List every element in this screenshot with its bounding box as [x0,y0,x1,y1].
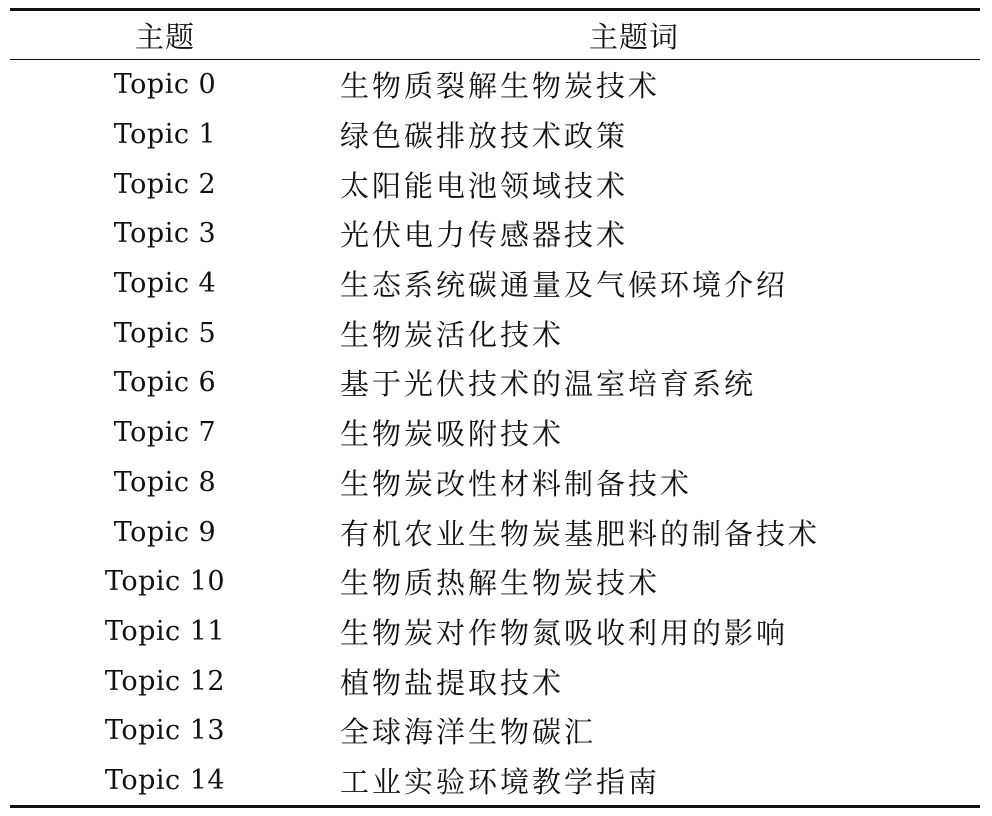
table-bottom-rule [10,805,980,808]
table-row [10,60,980,110]
table-row [10,358,980,408]
topic-words-cell: 太阳能电池领域技术 [340,168,629,203]
topic-words-cell: 生物质裂解生物炭技术 [340,69,661,104]
table-row [10,159,980,209]
topic-words-cell: 有机农业生物炭基肥料的制备技术 [340,516,821,551]
table-row [10,458,980,508]
table-row [10,507,980,557]
topic-cell: Topic 7 [113,417,217,449]
topic-cell: Topic 2 [113,168,217,200]
topic-words-cell: 生物炭对作物氮吸收利用的影响 [340,615,789,650]
topic-words-cell: 生物炭活化技术 [340,317,565,352]
topic-cell: Topic 4 [113,268,217,300]
table-row [10,408,980,458]
table-row [10,110,980,160]
topic-words-cell: 生物质热解生物炭技术 [340,566,661,601]
table-row [10,656,980,706]
topic-cell: Topic 3 [113,218,217,250]
table-header-row [10,11,980,59]
topic-cell: Topic 0 [113,69,217,101]
table-body [10,60,980,805]
topic-words-cell: 光伏电力传感器技术 [340,218,629,253]
topic-words-cell: 生物炭改性材料制备技术 [340,466,693,501]
header-topic: 主题 [134,19,195,54]
topic-words-cell: 工业实验环境教学指南 [340,764,661,799]
topic-cell: Topic 1 [113,119,217,151]
table-row [10,259,980,309]
topic-cell: Topic 12 [104,665,226,697]
topic-cell: Topic 14 [104,764,226,796]
topic-words-cell: 生态系统碳通量及气候环境介绍 [340,268,789,303]
topic-cell: Topic 9 [113,516,217,548]
table-row [10,607,980,657]
topic-words-cell: 基于光伏技术的温室培育系统 [340,367,757,402]
table-row [10,209,980,259]
table-row [10,557,980,607]
topic-cell: Topic 5 [113,317,217,349]
header-topic-words: 主题词 [588,19,679,54]
topic-table [10,8,980,808]
topic-words-cell: 植物盐提取技术 [340,665,565,700]
topic-words-cell: 生物炭吸附技术 [340,417,565,452]
topic-cell: Topic 13 [104,715,226,747]
table-row [10,756,980,806]
topic-cell: Topic 11 [104,615,226,647]
table-row [10,308,980,358]
topic-words-cell: 全球海洋生物碳汇 [340,715,597,750]
topic-cell: Topic 10 [104,566,226,598]
topic-cell: Topic 8 [113,466,217,498]
topic-cell: Topic 6 [113,367,217,399]
topic-words-cell: 绿色碳排放技术政策 [340,119,629,154]
table-row [10,706,980,756]
